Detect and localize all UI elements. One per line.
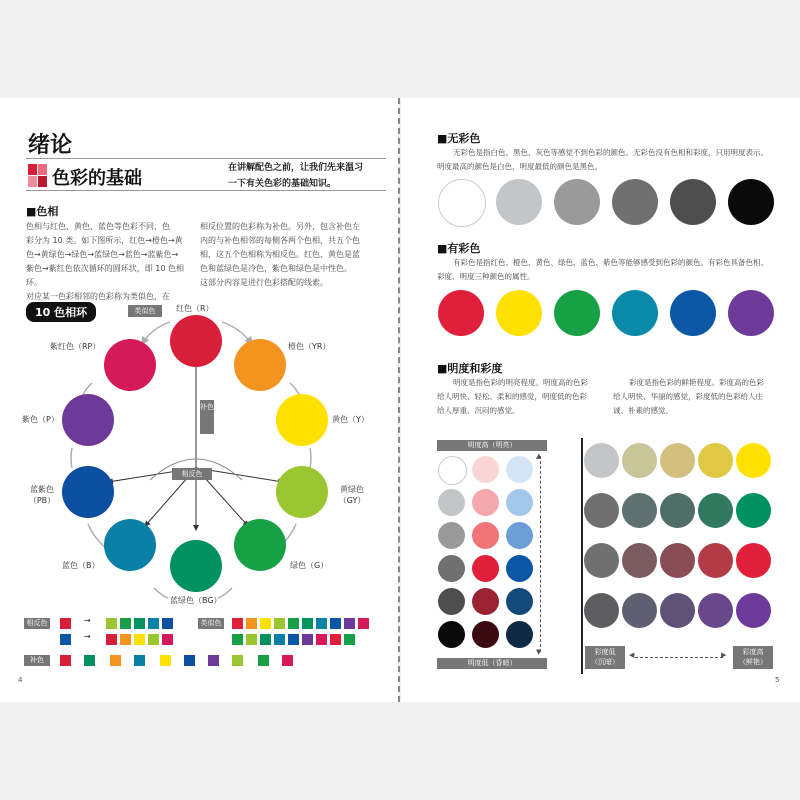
saturation-swatch — [622, 443, 657, 478]
legend-swatch — [282, 655, 293, 666]
legend-swatch — [246, 634, 257, 645]
saturation-swatch — [698, 593, 733, 628]
legend-swatch — [288, 618, 299, 629]
hue-label-g: 绿色（G） — [290, 561, 329, 570]
chromatic-swatch — [496, 290, 542, 336]
saturation-swatch — [622, 543, 657, 578]
lightness-swatch — [438, 489, 465, 516]
achromatic-text: 无彩色是指白色、黑色、灰色等感觉不到色彩的颜色。无彩色没有色相和彩度，只用明度表示。 明度最高的颜色是白色，明度最低的颜色是黑色。 — [437, 148, 768, 171]
chromatic-text: 有彩色是指红色、橙色、黄色、绿色、蓝色、紫色等能够感受到色彩的颜色。有彩色具备色相、 彩度、明度三种颜色的属性。 — [437, 258, 768, 281]
legend-swatch — [316, 618, 327, 629]
lightness-swatch — [438, 456, 467, 485]
lightness-swatch — [506, 456, 533, 483]
saturation-swatch — [584, 593, 619, 628]
legend-swatch — [232, 655, 243, 666]
hue-paragraph-2: 相反位置的色彩称为补色。另外，包含补色左 内的与补色相邻的每侧各两个色相，共五个色 相，这五个色相称为相反色。红色、黄色是蓝 色和蓝绿色是冷色，紫色和绿色是中性色。 这部分内容是进行色彩搭配的线索。 — [200, 222, 360, 287]
hue-blue-purple-circle — [62, 466, 114, 518]
saturation-swatch — [622, 493, 657, 528]
legend-swatch — [246, 618, 257, 629]
hue-label-pb: 蓝紫色（PB） — [28, 485, 56, 505]
legend-swatch — [344, 618, 355, 629]
hue-green-circle — [234, 519, 286, 571]
legend-swatch — [134, 618, 145, 629]
complement-tag: 补色 — [200, 400, 214, 434]
legend-swatch — [106, 618, 117, 629]
legend-swatch — [160, 655, 171, 666]
legend-swatch — [162, 634, 173, 645]
saturation-swatch — [736, 493, 771, 528]
page-number: 4 — [18, 676, 23, 684]
legend-swatch — [84, 655, 95, 666]
legend-swatch — [274, 634, 285, 645]
saturation-swatch — [660, 443, 695, 478]
hue-wheel-tag: 10 色相环 — [26, 302, 96, 322]
saturation-swatch — [660, 593, 695, 628]
achromatic-heading: ■无彩色 — [437, 132, 481, 145]
legend-swatch — [60, 655, 71, 666]
left-page — [0, 98, 398, 702]
lightness-swatch — [472, 621, 499, 648]
similar-color-tag: 类似色 — [128, 305, 162, 317]
lightness-swatch — [506, 555, 533, 582]
arrow-down-icon: ▼ — [536, 648, 542, 656]
legend-swatch — [288, 634, 299, 645]
lightness-swatch — [472, 489, 499, 516]
saturation-swatch — [698, 493, 733, 528]
saturation-swatch — [584, 443, 619, 478]
legend-swatch — [60, 634, 71, 645]
hue-orange-circle — [234, 339, 286, 391]
chromatic-swatch — [554, 290, 600, 336]
opposite-color-tag: 相反色 — [172, 468, 212, 480]
saturation-low-tag: 彩度低 （沉暗） — [585, 646, 625, 669]
chapter-title: 绪论 — [28, 133, 73, 158]
saturation-swatch — [660, 493, 695, 528]
legend-swatch — [106, 634, 117, 645]
hue-blue-green-circle — [170, 540, 222, 592]
legend-opposite-tag: 相反色 — [24, 618, 50, 629]
legend-swatch — [148, 634, 159, 645]
hue-label-rp: 紫红色（RP） — [50, 342, 101, 351]
legend-complement-tag: 补色 — [24, 655, 50, 666]
legend-swatch — [120, 634, 131, 645]
hue-heading: ■色相 — [26, 205, 59, 218]
achromatic-swatch — [496, 179, 542, 225]
legend-swatch — [232, 618, 243, 629]
chromatic-swatch — [612, 290, 658, 336]
intro-text: 在讲解配色之前，让我们先来温习 一下有关色彩的基础知识。 — [228, 163, 364, 189]
saturation-high-tag: 彩度高 （鲜艳） — [733, 646, 773, 669]
hue-paragraph-1: 色相与红色、黄色、蓝色等色彩不同，色 彩分为 10 类。如下图所示，红色→橙色→黄 色→黄绿色→绿色→蓝绿色→蓝色→蓝紫色→ 紫色→紫红色依次循环的圆环状，即 10 色相环。 对应某一色彩相邻的色彩称为类似色，在 — [26, 222, 184, 301]
section-logo-icon — [28, 164, 48, 188]
saturation-swatch — [584, 493, 619, 528]
lightness-swatch — [438, 555, 465, 582]
chromatic-swatch — [438, 290, 484, 336]
arrow-right-icon: ▶ — [721, 651, 727, 659]
lightness-swatch — [506, 621, 533, 648]
lightness-high-tag: 明度高（明亮） — [437, 440, 547, 451]
lightness-swatch — [472, 588, 499, 615]
achromatic-swatch — [612, 179, 658, 225]
legend-swatch — [110, 655, 121, 666]
saturation-arrow — [635, 657, 723, 658]
hue-purple-circle — [62, 394, 114, 446]
lightness-swatch — [506, 522, 533, 549]
lightness-text: 明度是指色彩的明亮程度。明度高的色彩 给人明快、轻松、柔和的感觉，明度低的色彩 给人厚重、沉闷的感觉。 — [437, 378, 588, 415]
hue-label-b: 蓝色（B） — [62, 561, 100, 570]
lightness-swatch — [438, 621, 465, 648]
lightness-swatch — [438, 588, 465, 615]
saturation-text: 彩度是指色彩的鲜艳程度。彩度高的色彩 给人明快、华丽的感觉，彩度低的色彩给人庄 诚、朴素的感觉。 — [613, 378, 764, 415]
arrow-up-icon: ▲ — [536, 452, 542, 460]
chart-divider — [581, 438, 583, 674]
achromatic-swatch — [728, 179, 774, 225]
legend-swatch — [260, 618, 271, 629]
saturation-swatch — [622, 593, 657, 628]
legend-swatch — [60, 618, 71, 629]
lightness-swatch — [472, 456, 499, 483]
legend-swatch — [344, 634, 355, 645]
arrow-right-icon: → — [84, 616, 91, 625]
legend-swatch — [302, 634, 313, 645]
legend-swatch — [316, 634, 327, 645]
chromatic-heading: ■有彩色 — [437, 242, 481, 255]
legend-swatch — [330, 618, 341, 629]
achromatic-swatch — [554, 179, 600, 225]
arrow-left-icon: ◀ — [629, 651, 635, 659]
hue-label-p: 紫色（P） — [22, 415, 59, 424]
lightness-swatch — [472, 555, 499, 582]
hue-red-purple-circle — [104, 339, 156, 391]
lightness-swatch — [506, 588, 533, 615]
legend-swatch — [208, 655, 219, 666]
legend-swatch — [302, 618, 313, 629]
saturation-swatch — [660, 543, 695, 578]
lightness-heading: ■明度和彩度 — [437, 362, 503, 375]
chromatic-swatch — [670, 290, 716, 336]
legend-swatch — [274, 618, 285, 629]
legend-swatch — [232, 634, 243, 645]
legend-swatch — [330, 634, 341, 645]
legend-swatch — [120, 618, 131, 629]
legend-swatch — [260, 634, 271, 645]
legend-swatch — [148, 618, 159, 629]
hue-label-y: 黄色（Y） — [332, 415, 369, 424]
right-page — [401, 98, 800, 702]
lightness-low-tag: 明度低（昏暗） — [437, 658, 547, 669]
chromatic-swatch — [728, 290, 774, 336]
lightness-swatch — [506, 489, 533, 516]
hue-yellow-green-circle — [276, 466, 328, 518]
legend-swatch — [258, 655, 269, 666]
hue-blue-circle — [104, 519, 156, 571]
saturation-swatch — [736, 593, 771, 628]
legend-swatch — [358, 618, 369, 629]
hue-red-circle — [170, 315, 222, 367]
achromatic-swatch — [438, 179, 486, 227]
saturation-swatch — [736, 443, 771, 478]
hue-label-yr: 橙色（YR） — [288, 342, 331, 351]
title-divider — [26, 158, 386, 159]
saturation-swatch — [736, 543, 771, 578]
legend-swatch — [162, 618, 173, 629]
achromatic-swatch — [670, 179, 716, 225]
lightness-swatch — [438, 522, 465, 549]
lightness-arrow — [540, 456, 541, 652]
section-title: 色彩的基础 — [52, 168, 142, 189]
page-spine — [398, 98, 400, 702]
saturation-swatch — [584, 543, 619, 578]
hue-label-r: 红色（R） — [176, 304, 214, 313]
legend-swatch — [134, 634, 145, 645]
legend-swatch — [184, 655, 195, 666]
arrow-right-icon: → — [84, 632, 91, 641]
legend-swatch — [134, 655, 145, 666]
saturation-swatch — [698, 443, 733, 478]
hue-label-gy: 黄绿色（GY） — [338, 485, 366, 505]
lightness-swatch — [472, 522, 499, 549]
hue-label-bg: 蓝绿色（BG） — [170, 596, 222, 605]
saturation-swatch — [698, 543, 733, 578]
legend-similar-tag: 类似色 — [198, 618, 224, 629]
page-number: 5 — [775, 676, 780, 684]
hue-yellow-circle — [276, 394, 328, 446]
